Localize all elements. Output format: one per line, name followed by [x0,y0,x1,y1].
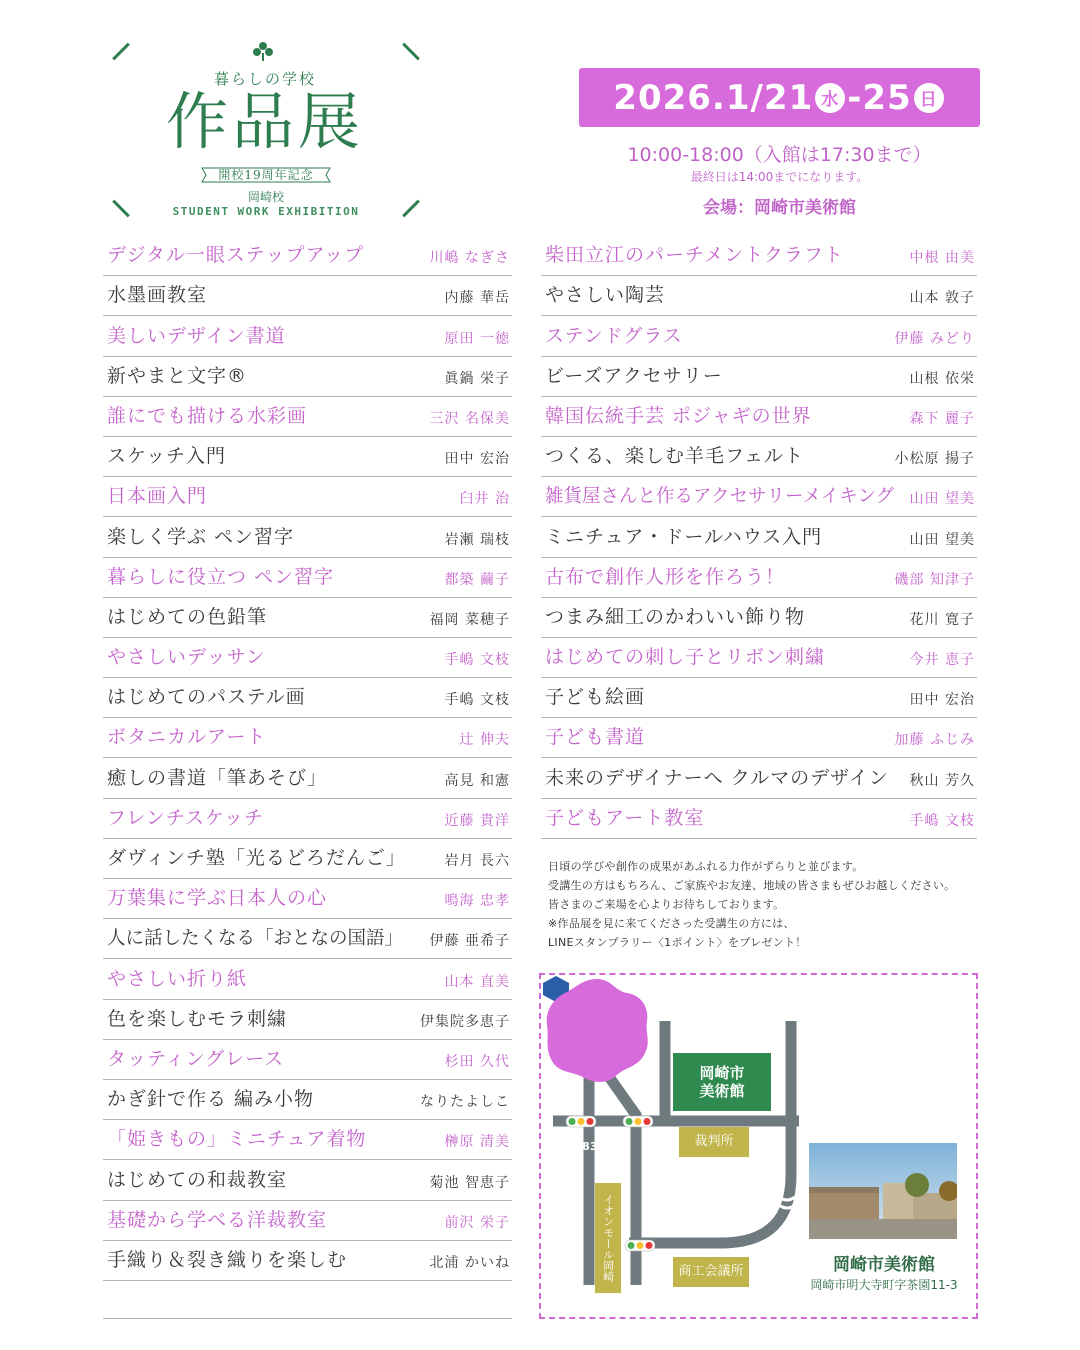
teacher-name: 北浦 かいね [429,1254,510,1271]
teacher-name: 都築 繭子 [444,571,510,588]
course-name: ビーズアクセサリー [545,364,723,387]
course-row [541,598,977,638]
course-name: かぎ針で作る 編み小物 [107,1088,315,1111]
course-name: 手織り＆裂き織りを楽しむ [107,1248,348,1271]
course-row [103,799,512,839]
map-venue-name: 岡崎市美術館 [833,1255,935,1275]
course-name: はじめてのパステル画 [107,686,306,709]
teacher-name: 川嶋 なぎさ [429,250,510,267]
last-day-note: 最終日は14:00までになります。 [690,170,869,184]
course-name: つくる、楽しむ羊毛フェルト [545,445,805,468]
teacher-name: 眞鍋 栄子 [444,370,510,387]
teacher-name: 山田 望美 [909,531,975,548]
teacher-name: 菊池 智恵子 [429,1174,510,1191]
course-row [541,638,977,678]
chamber-box [673,1257,749,1287]
teacher-name: 手嶋 文枝 [444,692,510,709]
teacher-name: 小松原 揚子 [894,451,975,468]
course-name: デジタル一眼ステップアップ [107,244,365,267]
course-name: 色を楽しむモラ刺繍 [107,1007,288,1030]
course-name: 子ども書道 [545,726,646,749]
map-badge-label: MAP [875,1038,929,1062]
course-name: 美しいデザイン書道 [107,324,286,347]
course-name: 基礎から学べる洋裁教室 [107,1208,328,1231]
chamber-label: 商工会議所 [678,1264,744,1280]
course-row [541,276,977,316]
course-row [103,758,512,798]
course-row [103,517,512,557]
course-row [103,1160,512,1200]
page-title: 作品展 [165,85,364,158]
course-row [541,437,977,477]
course-name: 「姫きもの」ミニチュア着物 [107,1128,367,1151]
course-name: やさしい折り紙 [107,967,248,990]
course-row [103,1201,512,1241]
school-name: 暮らしの学校 [213,70,316,88]
museum-box [673,1053,771,1111]
course-row [541,678,977,718]
teacher-name: 辻 伸夫 [459,732,510,749]
teacher-name: 森下 麗子 [909,410,975,427]
course-name: 誰にでも描ける水彩画 [107,404,308,427]
teacher-name: 手嶋 文枝 [909,812,975,829]
teacher-name: 内藤 華岳 [444,290,510,307]
teacher-name: 前沢 栄子 [444,1214,510,1231]
course-row [103,839,512,879]
teacher-name: 伊藤 亜希子 [429,933,510,950]
course-name: ミニチュア・ドールハウス入門 [545,525,823,548]
school-logo-icon [250,40,276,62]
course-name: 柴田立江のパーチメントクラフト [545,244,844,267]
course-row [103,397,512,437]
course-row [103,1000,512,1040]
course-name: はじめての刺し子とリボン刺繍 [545,646,826,669]
branch-label: 岡崎校 [247,190,284,204]
course-name: 日本画入門 [107,485,208,508]
traffic-light [566,1116,596,1127]
course-row [103,316,512,356]
course-name: ダヴィンチ塾「光るどろだんご」 [107,847,406,869]
court-box [679,1127,749,1157]
teacher-name: 中根 由美 [909,250,975,267]
course-list-right [541,236,977,839]
teacher-name: 田中 宏治 [444,451,510,468]
opening-hours: 10:00-18:00（入館は17:30まで） [627,144,932,166]
teacher-name: 杉田 久代 [444,1053,510,1070]
map-badge-blob [541,975,653,1087]
course-name: 暮らしに役立つ ペン習字 [107,565,335,588]
teacher-name: 秋山 芳久 [909,772,975,789]
map-venue-address: 岡崎市明大寺町字茶園11-3 [810,1278,958,1292]
anniversary-label: 開校19周年記念 [218,168,314,182]
mall-box [595,1183,621,1293]
course-name: 癒しの書道「筆あそび」 [107,766,328,789]
date-start: 2026.1/21 [613,77,814,118]
traffic-light [623,1116,653,1127]
divider [103,1318,512,1319]
teacher-name: 三沢 名保美 [429,410,510,427]
course-name: 古布で創作人形を作ろう！ [545,565,786,588]
course-row [103,959,512,999]
course-name: 韓国伝統手芸 ポジャギの世界 [545,404,812,427]
teacher-name: 山根 依栄 [909,370,975,387]
course-name: 子ども絵画 [545,686,646,709]
course-row [103,879,512,919]
teacher-name: 磯部 知津子 [894,571,975,588]
teacher-name: 花川 寛子 [909,611,975,628]
course-name: スケッチ入門 [107,445,227,468]
course-name: つまみ細工のかわいい飾り物 [545,605,806,628]
course-row [103,276,512,316]
course-row [103,558,512,598]
course-name: 子どもアート教室 [545,806,705,829]
date-banner [579,68,980,127]
course-name: 未来のデザイナーへ クルマのデザイン [545,766,889,789]
teacher-name: なりたよしこ [420,1094,510,1111]
course-row [103,1120,512,1160]
course-row [541,477,977,517]
course-name: 人に話したくなる「おとなの国語」 [107,928,404,950]
course-row [103,919,512,959]
teacher-name: 臼井 治 [459,491,510,508]
museum-photo [809,1143,957,1239]
teacher-name: 加藤 ふじみ [894,732,975,749]
course-row [541,558,977,598]
course-row [541,758,977,798]
course-name: はじめての和裁教室 [107,1168,288,1191]
teacher-name: 福岡 菜穂子 [429,611,510,628]
teacher-name: 手嶋 文枝 [444,652,510,669]
english-subtitle: STUDENT WORK EXHIBITION [172,205,360,218]
teacher-name: 山田 望美 [909,491,975,508]
museum-box-label: 岡崎市 美術館 [699,1064,745,1100]
description-line: 皆さまのご来場を心よりお待ちしております。 [548,898,785,911]
corner-mark-bottom-right [402,200,420,218]
teacher-name: 山本 直美 [444,973,510,990]
corner-mark-bottom-left [112,200,130,218]
course-row [103,357,512,397]
course-row [103,718,512,758]
course-row [541,236,977,276]
date-separator: - [847,77,863,118]
course-row [103,1080,512,1120]
course-name: 雑貨屋さんと作るアクセサリーメイキング [545,486,895,508]
course-name: 水墨画教室 [107,284,208,307]
course-name: やさしい陶芸 [545,284,666,307]
course-row [103,1040,512,1080]
course-row [541,718,977,758]
description-line: 日頃の学びや創作の成果があふれる力作がずらりと並びます。 [548,860,864,873]
corner-mark-top-left [112,43,130,61]
teacher-name: 原田 一徳 [444,330,510,347]
course-row [541,357,977,397]
course-name: フレンチスケッチ [107,806,265,829]
route-number: 483 [574,1140,598,1153]
course-name: 楽しく学ぶ ペン習字 [107,525,295,548]
date-end: 25 [862,77,912,118]
course-row [541,397,977,437]
teacher-name: 田中 宏治 [909,692,975,709]
teacher-name: 山本 敦子 [909,290,975,307]
access-map [539,973,978,1319]
course-name: 万葉集に学ぶ日本人の心 [107,887,328,910]
course-name: やさしいデッサン [107,646,266,669]
course-name: ボタニカルアート [107,726,267,749]
corner-mark-top-right [402,43,420,61]
teacher-name: 高見 和憲 [444,772,510,789]
teacher-name: 鳴海 忠孝 [444,893,510,910]
course-row [103,1241,512,1281]
teacher-name: 榊原 清美 [444,1134,510,1151]
end-weekday-badge: 日 [914,83,944,113]
traffic-light [625,1240,655,1251]
teacher-name: 今井 恵子 [909,652,975,669]
teacher-name: 岩瀬 瑞枝 [444,531,510,548]
course-row [103,236,512,276]
description-line: LINEスタンプラリー〈1ポイント〉をプレゼント！ [548,936,807,949]
course-row [103,437,512,477]
course-row [103,638,512,678]
venue-label: 会場：岡崎市美術館 [703,198,856,218]
course-row [103,477,512,517]
course-name: タッティングレース [107,1047,285,1070]
course-name: はじめての色鉛筆 [107,605,268,628]
court-label: 裁判所 [694,1134,734,1150]
course-row [541,799,977,839]
start-weekday-badge: 水 [815,83,845,113]
teacher-name: 岩月 長六 [444,853,510,869]
course-row [103,598,512,638]
teacher-name: 近藤 貴洋 [444,812,510,829]
description-line: 受講生の方はもちろん、ご家族やお友達、地域の皆さまもぜひお越しください。 [548,879,956,892]
course-row [541,316,977,356]
teacher-name: 伊藤 みどり [894,330,975,347]
exhibition-description [548,857,988,952]
course-name: 新やまと文字® [107,364,248,387]
teacher-name: 伊集院多恵子 [420,1013,510,1030]
course-list-left [103,236,512,1281]
course-row [103,678,512,718]
description-line: ※作品展を見に来てくださった受講生の方には、 [548,917,795,930]
course-name: ステンドグラス [545,324,683,347]
course-row [541,517,977,557]
mall-label: イオンモール岡崎 [601,1194,615,1282]
